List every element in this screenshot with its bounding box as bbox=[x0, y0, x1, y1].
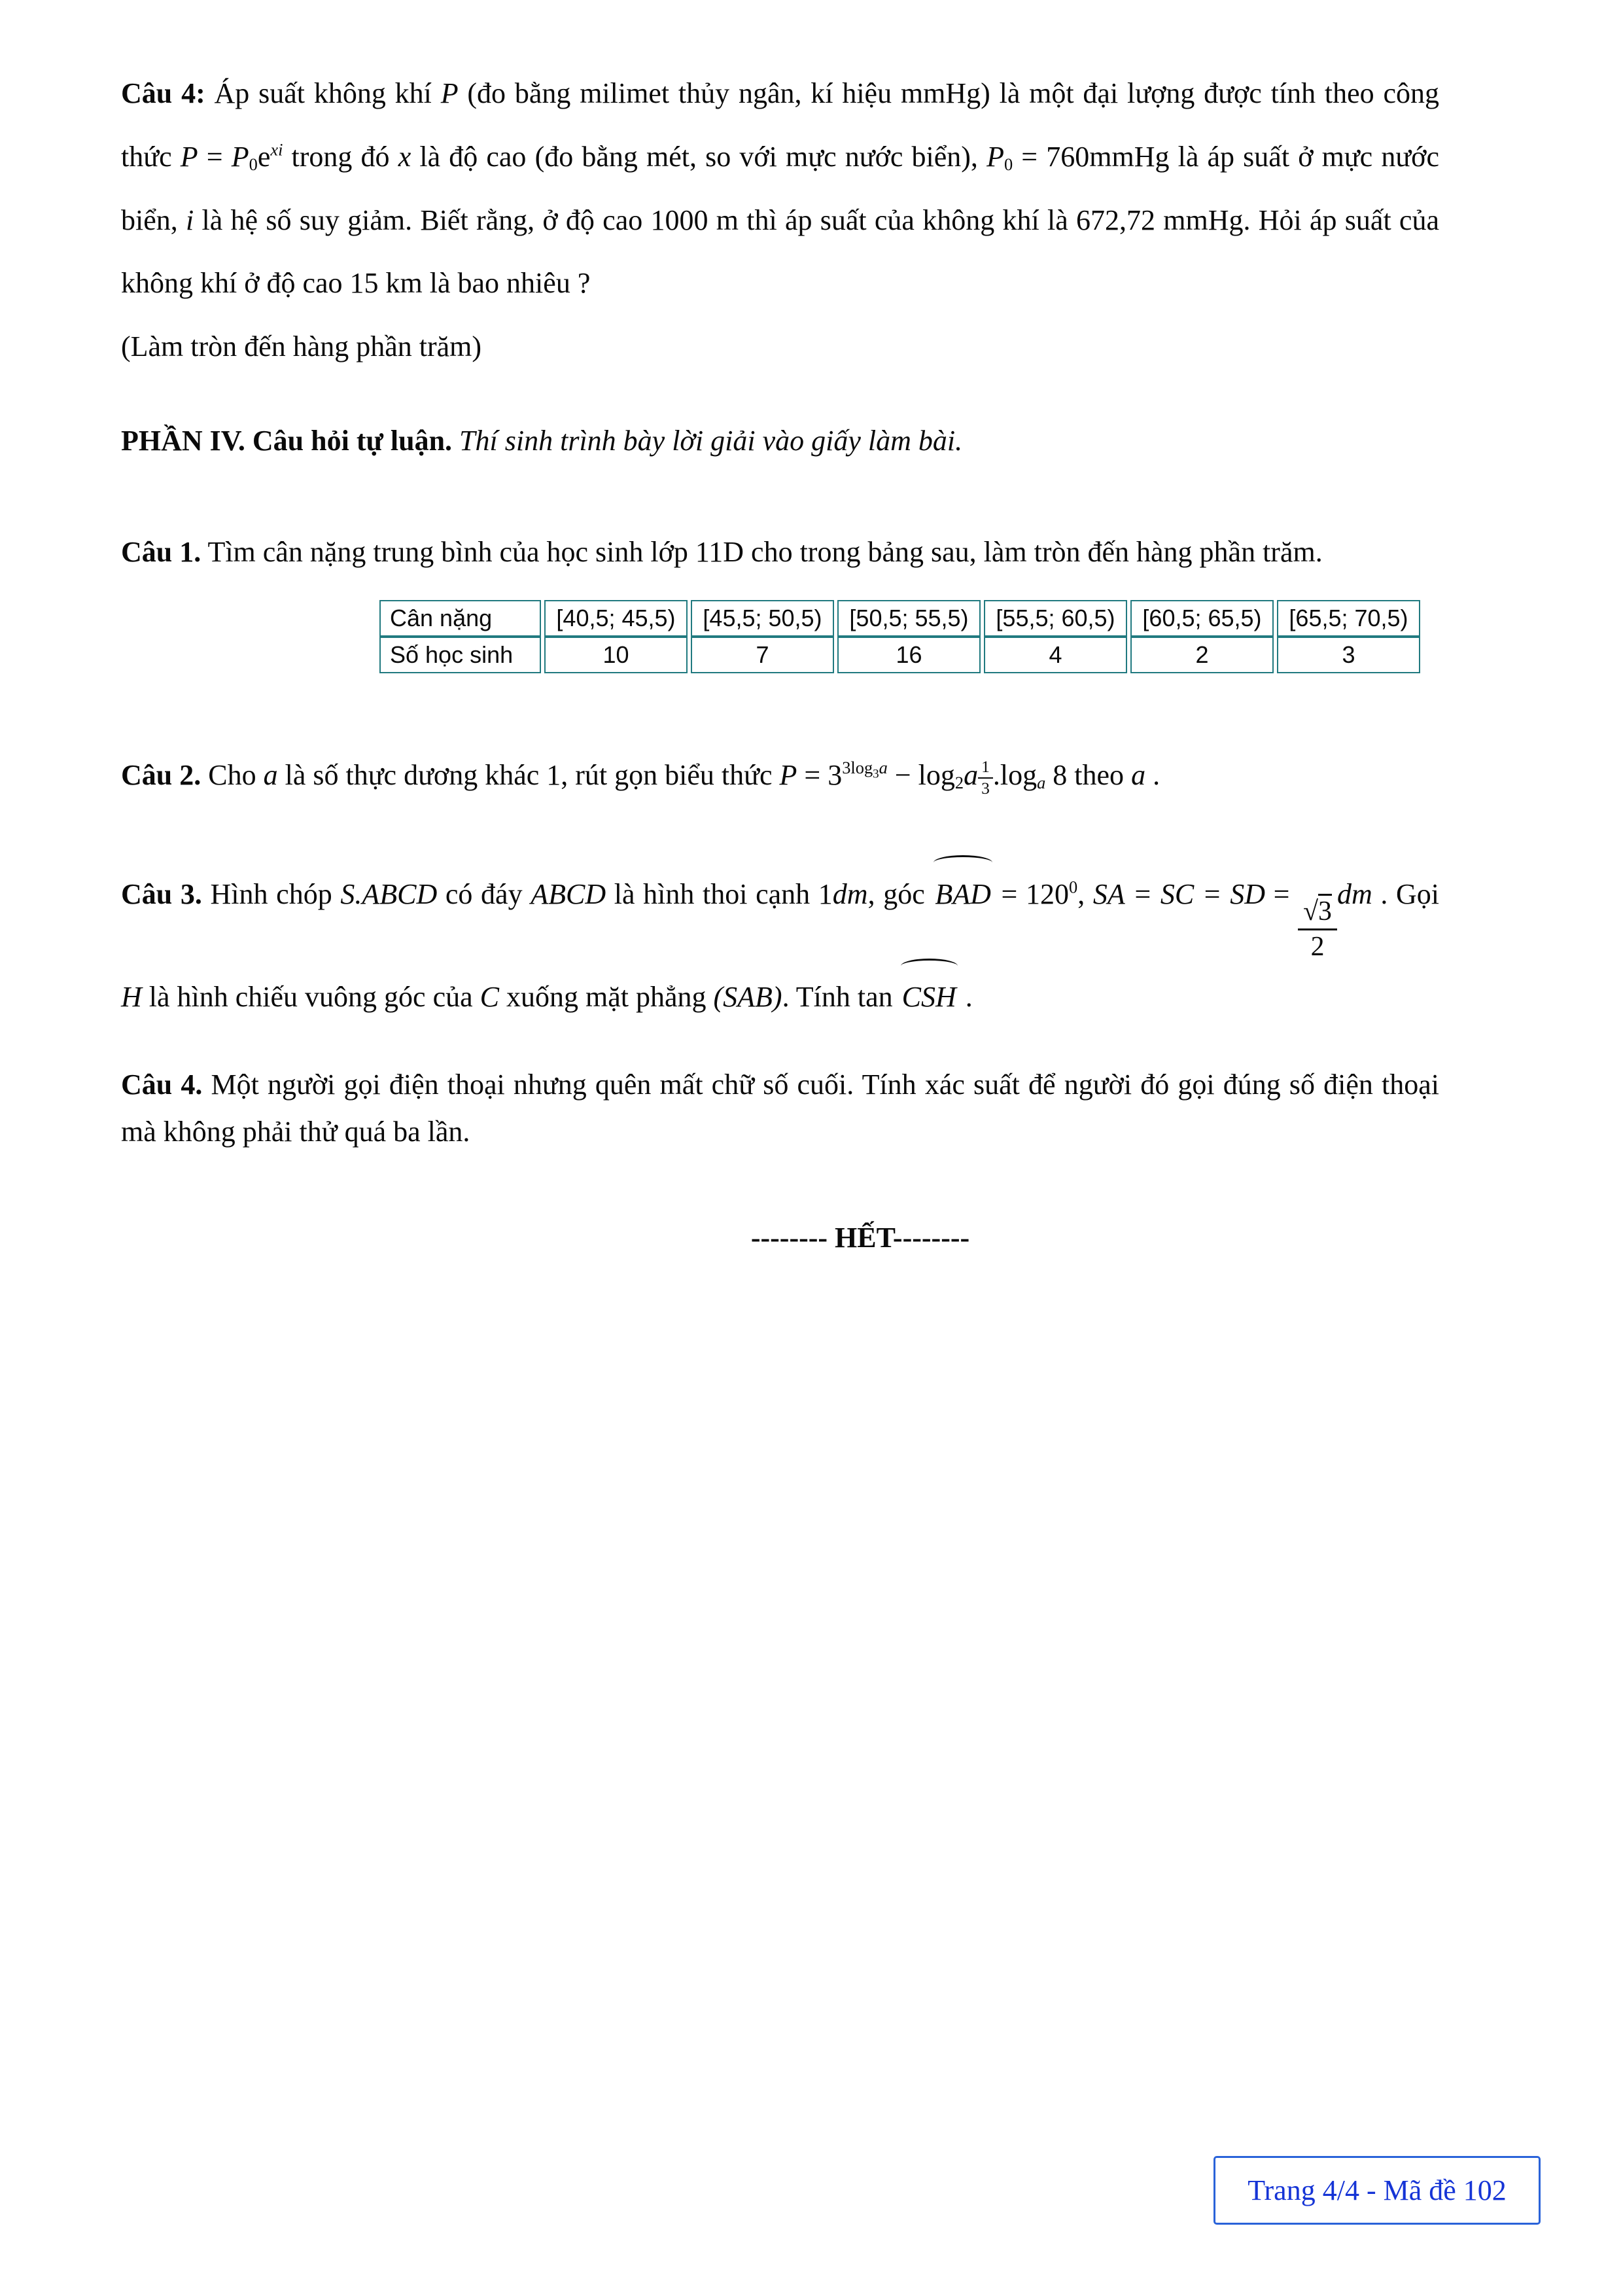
log-base-a bbox=[1037, 772, 1045, 792]
interval-cell: [40,5; 45,5) bbox=[544, 600, 688, 637]
text-run: Hình chóp bbox=[201, 877, 341, 910]
var-a: a bbox=[263, 758, 278, 791]
var-P: P bbox=[180, 140, 198, 173]
text-run: . bbox=[1145, 758, 1161, 791]
essay-question-3 bbox=[121, 860, 1439, 1032]
count-cell: 4 bbox=[984, 637, 1127, 673]
count-cell: 10 bbox=[544, 637, 688, 673]
text-run: . bbox=[958, 981, 973, 1014]
var-a: a bbox=[964, 758, 979, 791]
essay-question-1 bbox=[121, 528, 1439, 577]
text-run: là độ cao (đo bằng mét, so với mực nước biển), bbox=[411, 140, 987, 173]
euler-e: e bbox=[257, 140, 271, 173]
sqrt-icon: √ bbox=[1303, 896, 1319, 927]
part-4-title: PHẦN IV. Câu hỏi tự luận. bbox=[121, 424, 453, 457]
equals-120: = 120 bbox=[992, 877, 1070, 910]
page-number-label: Trang 4/4 - Mã đề 102 bbox=[1248, 2174, 1507, 2206]
var-P: P bbox=[779, 758, 797, 791]
q3-label: Câu 3. bbox=[121, 877, 202, 910]
var-x: x bbox=[398, 140, 411, 173]
exponent-xi bbox=[270, 139, 283, 159]
interval-cell: [55,5; 60,5) bbox=[984, 600, 1127, 637]
text-run: (đo bằng milimet thủy ngân, kí hiệu mmHg) là một đại lượng được tính theo công thức bbox=[121, 77, 1439, 173]
text-run: là hệ số suy giảm. Biết rằng, ở độ cao 1000 m thì áp suất của không khí là 672,72 mmHg. Hỏi áp suất của không khí ở độ cao 15 km là bao nhiêu ? bbox=[121, 203, 1439, 300]
interval-cell: [50,5; 55,5) bbox=[837, 600, 981, 637]
essay-question-2 bbox=[121, 747, 1439, 804]
var-SA-SC-SD: SA = SC = SD bbox=[1092, 877, 1265, 910]
var-a: a bbox=[1037, 772, 1046, 792]
var-ABCD: ABCD bbox=[531, 877, 606, 910]
fraction-denominator: 3 bbox=[981, 778, 990, 798]
text-run: xuống mặt phẳng bbox=[499, 981, 714, 1014]
var-C: C bbox=[480, 981, 499, 1014]
var-SABCD: S.ABCD bbox=[340, 877, 438, 910]
unit-dm: dm bbox=[1336, 877, 1372, 910]
text-run: theo bbox=[1067, 758, 1132, 791]
text-run: là hình thoi cạnh 1 bbox=[606, 877, 833, 910]
table-row-intervals bbox=[379, 600, 1420, 637]
var-P0: P bbox=[231, 140, 249, 173]
row-header-weight: Cân nặng bbox=[379, 600, 541, 637]
formula-P0-760 bbox=[986, 141, 1169, 173]
text-run: Áp suất không khí bbox=[205, 77, 441, 109]
dot-log: .log bbox=[992, 758, 1038, 791]
plane-SAB: (SAB) bbox=[713, 981, 782, 1014]
fraction-denominator: 2 bbox=[1310, 932, 1325, 963]
var-P: P bbox=[440, 77, 459, 109]
formula-pressure bbox=[181, 141, 283, 173]
angle-CSH: CSH bbox=[900, 963, 958, 1032]
rounding-note: (Làm tròn đến hàng phần trăm) bbox=[121, 330, 482, 363]
fraction-sqrt3-over-2 bbox=[1298, 896, 1337, 963]
page-footer-box bbox=[1213, 2156, 1541, 2225]
var-a: a bbox=[1131, 758, 1146, 791]
text-run: , bbox=[1077, 877, 1093, 910]
formula-simplify-P bbox=[779, 757, 1068, 798]
log-base-3: 3 bbox=[873, 767, 879, 781]
row-header-students: Số học sinh bbox=[379, 637, 541, 673]
part-4-heading bbox=[121, 417, 1439, 466]
q4-essay-label: Câu 4. bbox=[121, 1068, 203, 1101]
unit-mmHg: mmHg bbox=[1089, 140, 1170, 173]
q4-label: Câu 4: bbox=[121, 77, 205, 109]
subscript-0: 0 bbox=[1003, 154, 1013, 174]
value-760: = 760 bbox=[1013, 140, 1090, 173]
var-a: a bbox=[879, 758, 888, 778]
end-text: -------- HẾT-------- bbox=[750, 1221, 970, 1254]
q2-label: Câu 2. bbox=[121, 758, 201, 791]
text-run: Một người gọi điện thoại nhưng quên mất chữ số cuối. Tính xác suất để người đó gọi đúng số điện thoại mà không phải thử quá ba lần. bbox=[121, 1068, 1439, 1148]
angle-BAD: BAD bbox=[933, 860, 993, 929]
text-run: . Tính tan bbox=[782, 981, 900, 1014]
text-run: trong đó bbox=[283, 140, 398, 173]
subscript-0: 0 bbox=[249, 154, 258, 174]
page-content bbox=[0, 0, 1439, 1261]
equals-sign: = bbox=[198, 140, 232, 173]
fraction-numerator: 1 bbox=[978, 758, 993, 779]
exponent-3log3a bbox=[842, 758, 888, 781]
text-run: , góc bbox=[867, 877, 934, 910]
var-P0: P bbox=[986, 140, 1004, 173]
equals-sign: = bbox=[1265, 877, 1299, 910]
equals-3: = 3 bbox=[797, 758, 843, 791]
var-i: i bbox=[186, 203, 194, 236]
end-marker bbox=[121, 1215, 1599, 1261]
log-base-2: 2 bbox=[954, 772, 964, 792]
text-run: có đáy bbox=[437, 877, 531, 910]
question-4-short-answer bbox=[121, 62, 1439, 315]
degree-superscript: 0 bbox=[1069, 877, 1078, 897]
interval-cell: [45,5; 50,5) bbox=[691, 600, 834, 637]
value-8: 8 bbox=[1045, 758, 1068, 791]
text-run: là hình chiếu vuông góc của bbox=[141, 981, 480, 1014]
essay-question-4 bbox=[121, 1061, 1439, 1156]
minus-log: − log bbox=[887, 758, 955, 791]
exponent-one-third bbox=[978, 758, 993, 798]
text-run: . Gọi bbox=[1372, 877, 1440, 910]
text-run: là áp suất ở mực nước biển, bbox=[121, 140, 1439, 236]
count-cell: 3 bbox=[1277, 637, 1420, 673]
var-H: H bbox=[121, 981, 142, 1014]
weight-frequency-table bbox=[376, 600, 1423, 673]
part-4-subtitle: Thí sinh trình bày lời giải vào giấy làm bài. bbox=[452, 424, 963, 457]
interval-cell: [65,5; 70,5) bbox=[1277, 600, 1420, 637]
table-row-counts bbox=[379, 637, 1420, 673]
radicand-3: 3 bbox=[1318, 894, 1332, 927]
text-run: là số thực dương khác 1, rút gọn biểu thức bbox=[277, 758, 780, 791]
fraction-numerator bbox=[1298, 896, 1337, 930]
count-cell: 7 bbox=[691, 637, 834, 673]
log-text: 3log bbox=[842, 758, 873, 778]
text-run: Cho bbox=[201, 758, 264, 791]
text-run: Tìm cân nặng trung bình của học sinh lớp 11D cho trong bảng sau, làm tròn đến hàng phần trăm. bbox=[201, 535, 1323, 568]
unit-dm: dm bbox=[832, 877, 868, 910]
var-xi: xi bbox=[270, 139, 283, 160]
interval-cell: [60,5; 65,5) bbox=[1130, 600, 1274, 637]
count-cell: 16 bbox=[837, 637, 981, 673]
count-cell: 2 bbox=[1130, 637, 1274, 673]
q1-label: Câu 1. bbox=[121, 535, 201, 568]
